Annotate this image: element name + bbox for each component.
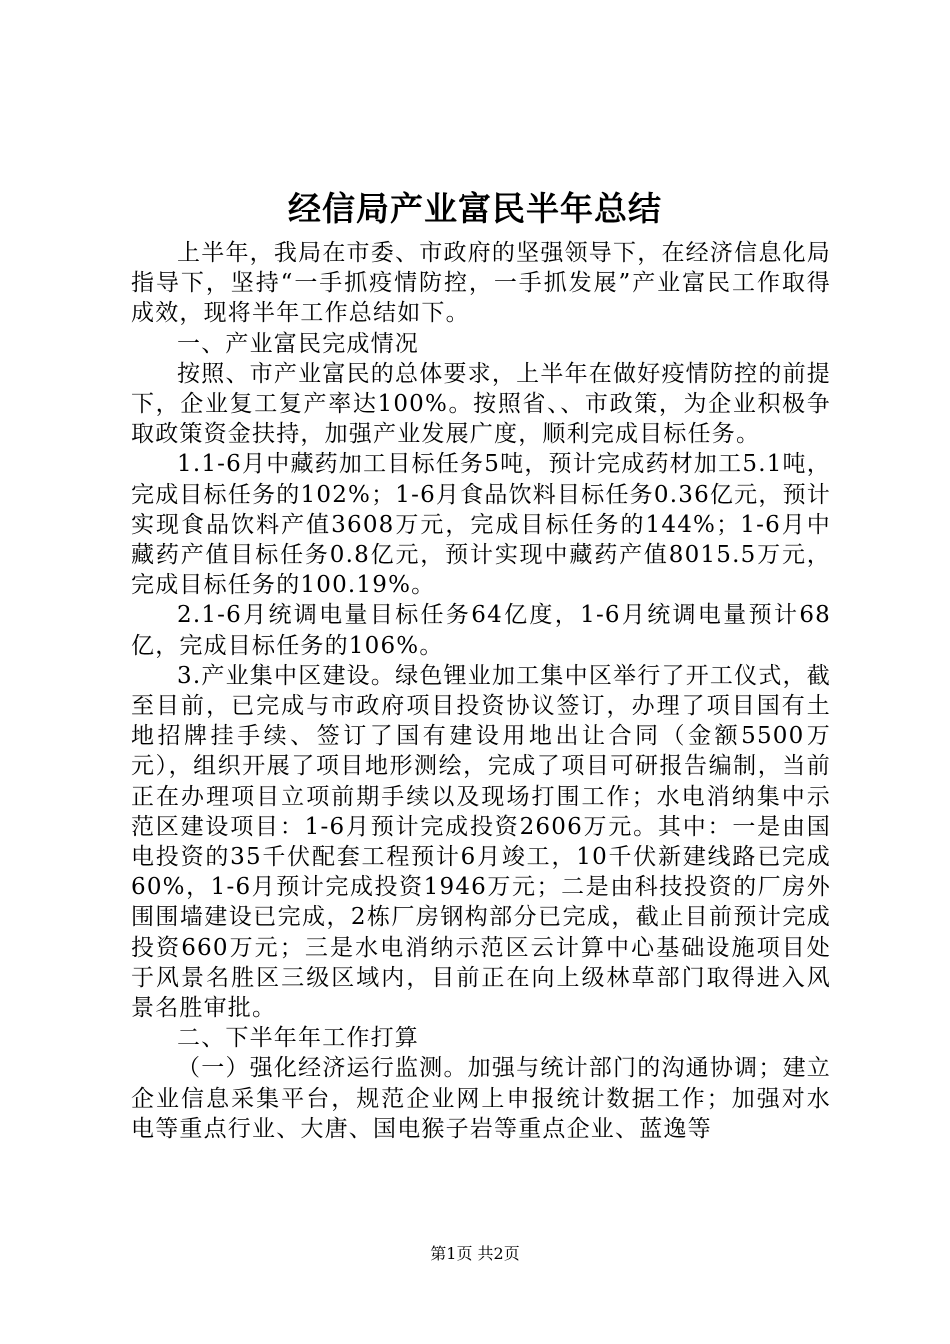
paragraph-item-1: 1.1-6月中藏药加工目标任务5吨，预计完成药材加工5.1吨，完成目标任务的102%；1-6月食品饮料目标任务0.36亿元，预计实现食品饮料产值3608万元，完成目标任务的144%；1-6月中藏药产值目标任务0.8亿元，预计实现中藏药产值8015.5万元，完成目标任务的100.19%。 — [131, 451, 831, 599]
section-heading-2: 二、下半年年工作打算 — [177, 1025, 419, 1052]
paragraph-item-3: 3.产业集中区建设。绿色锂业加工集中区举行了开工仪式，截至目前，已完成与市政府项目投资协议签订，办理了项目国有土地招牌挂手续、签订了国有建设用地出让合同（金额5500万元），组织开展了项目地形测绘，完成了项目可研报告编制，当前正在办理项目立项前期手续以及现场打围工作；水电消纳集中示范区建设项目：1-6月预计完成投资2606万元。其中：一是由国电投资的35千伏配套工程预计6月竣工，10千伏新建线路已完成60%，1-6月预计完成投资1946万元；二是由科技投资的厂房外围围墙建设已完成，2栋厂房钢构部分已完成，截止目前预计完成投资660万元；三是水电消纳示范区云计算中心基础设施项目处于风景名胜区三级区域内，目前正在向上级林草部门取得进入风景名胜审批。 — [131, 662, 831, 1022]
paragraph-intro: 上半年，我局在市委、市政府的坚强领导下，在经济信息化局指导下，坚持“一手抓疫情防控，一手抓发展”产业富民工作取得成效，现将半年工作总结如下。 — [131, 240, 831, 327]
paragraph-overview: 按照、市产业富民的总体要求，上半年在做好疫情防控的前提下，企业复工复产率达100%。按照省、、市政策，为企业积极争取政策资金扶持，加强产业发展广度，顺利完成目标任务。 — [131, 360, 831, 448]
page-footer: 第1页 共2页 — [430, 1244, 520, 1263]
document-title: 经信局产业富民半年总结 — [288, 189, 662, 228]
section-heading-1: 一、产业富民完成情况 — [177, 330, 419, 357]
paragraph-plan-1: （一）强化经济运行监测。加强与统计部门的沟通协调；建立企业信息采集平台，规范企业网上申报统计数据工作；加强对水电等重点行业、大唐、国电猴子岩等重点企业、蓝逸等 — [131, 1055, 831, 1142]
paragraph-item-2: 2.1-6月统调电量目标任务64亿度，1-6月统调电量预计68亿，完成目标任务的106%。 — [131, 602, 831, 659]
document-body — [131, 238, 831, 1144]
